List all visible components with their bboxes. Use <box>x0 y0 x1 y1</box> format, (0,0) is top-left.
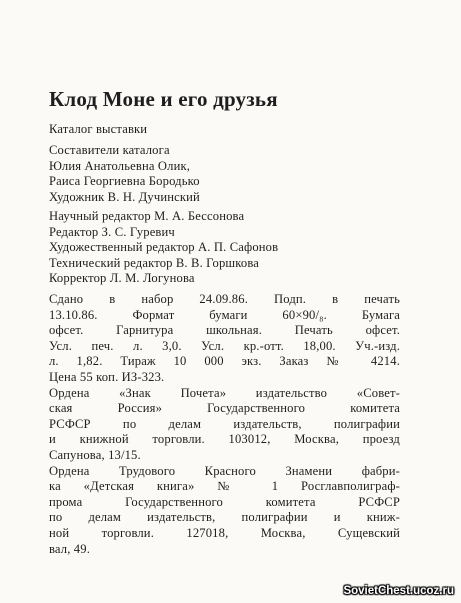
imprint-line: по делам издательств, полиграфии и книж- <box>49 510 400 525</box>
imprint-line: Усл. печ. л. 3,0. Усл. кр.-отт. 18,00. Уч.-изд. <box>49 338 400 353</box>
editor-credit: Редактор З. С. Гуревич <box>49 224 175 239</box>
catalog-subtitle-block <box>49 122 147 138</box>
compilers-heading: Составители каталога <box>49 143 170 157</box>
imprint-line: и книжной торговли. 103012, Москва, проезд <box>49 432 400 447</box>
compiler-name: Раиса Георгиевна Бородько <box>49 174 200 189</box>
catalog-subtitle: Каталог выставки <box>49 122 148 136</box>
imprint-block <box>49 292 400 557</box>
imprint-line: офсет. Гарнитура школьная. Печать офсет. <box>49 323 400 338</box>
compilers-block <box>49 143 200 205</box>
proofreader-credit: Корректор Л. М. Логунова <box>49 271 195 286</box>
artist-credit: Художник В. Н. Дучинский <box>49 189 200 204</box>
imprint-line: ская Россия» Государственного комитета <box>49 401 400 416</box>
imprint-line: ка «Детская книга» № 1 Росглавполиграф- <box>49 479 400 494</box>
imprint-line: Сдано в набор 24.09.86. Подп. в печать <box>49 292 400 306</box>
art-editor-credit: Художественный редактор А. П. Сафонов <box>49 240 279 255</box>
imprint-line: РСФСР по делам издательств, полиграфии <box>49 416 400 431</box>
scientific-editor-credit: Научный редактор М. А. Бессонова <box>49 209 245 223</box>
site-watermark: SovietChest.ucoz.ru <box>343 585 454 597</box>
imprint-line: л. 1,82. Тираж 10 000 экз. Заказ № 4214. <box>49 354 400 369</box>
compiler-name: Юлия Анатольевна Олик, <box>49 158 191 173</box>
imprint-line: Сапунова, 13/15. <box>49 447 141 462</box>
technical-editor-credit: Технический редактор В. В. Горшкова <box>49 255 259 270</box>
book-title: Клод Моне и его друзья <box>49 87 278 111</box>
imprint-line: Ордена «Знак Почета» издательство «Совет- <box>49 385 400 400</box>
imprint-line: 13.10.86. Формат бумаги 60×90/₈. Бумага <box>49 307 400 322</box>
imprint-line: Ордена Трудового Красного Знамени фабри- <box>49 463 400 478</box>
imprint-line: Цена 55 коп. ИЗ-323. <box>49 369 165 384</box>
editors-block <box>49 209 278 287</box>
imprint-line: прома Государственного комитета РСФСР <box>49 494 400 509</box>
imprint-line: ной торговли. 127018, Москва, Сущевский <box>49 525 400 540</box>
imprint-line: вал, 49. <box>49 541 91 556</box>
